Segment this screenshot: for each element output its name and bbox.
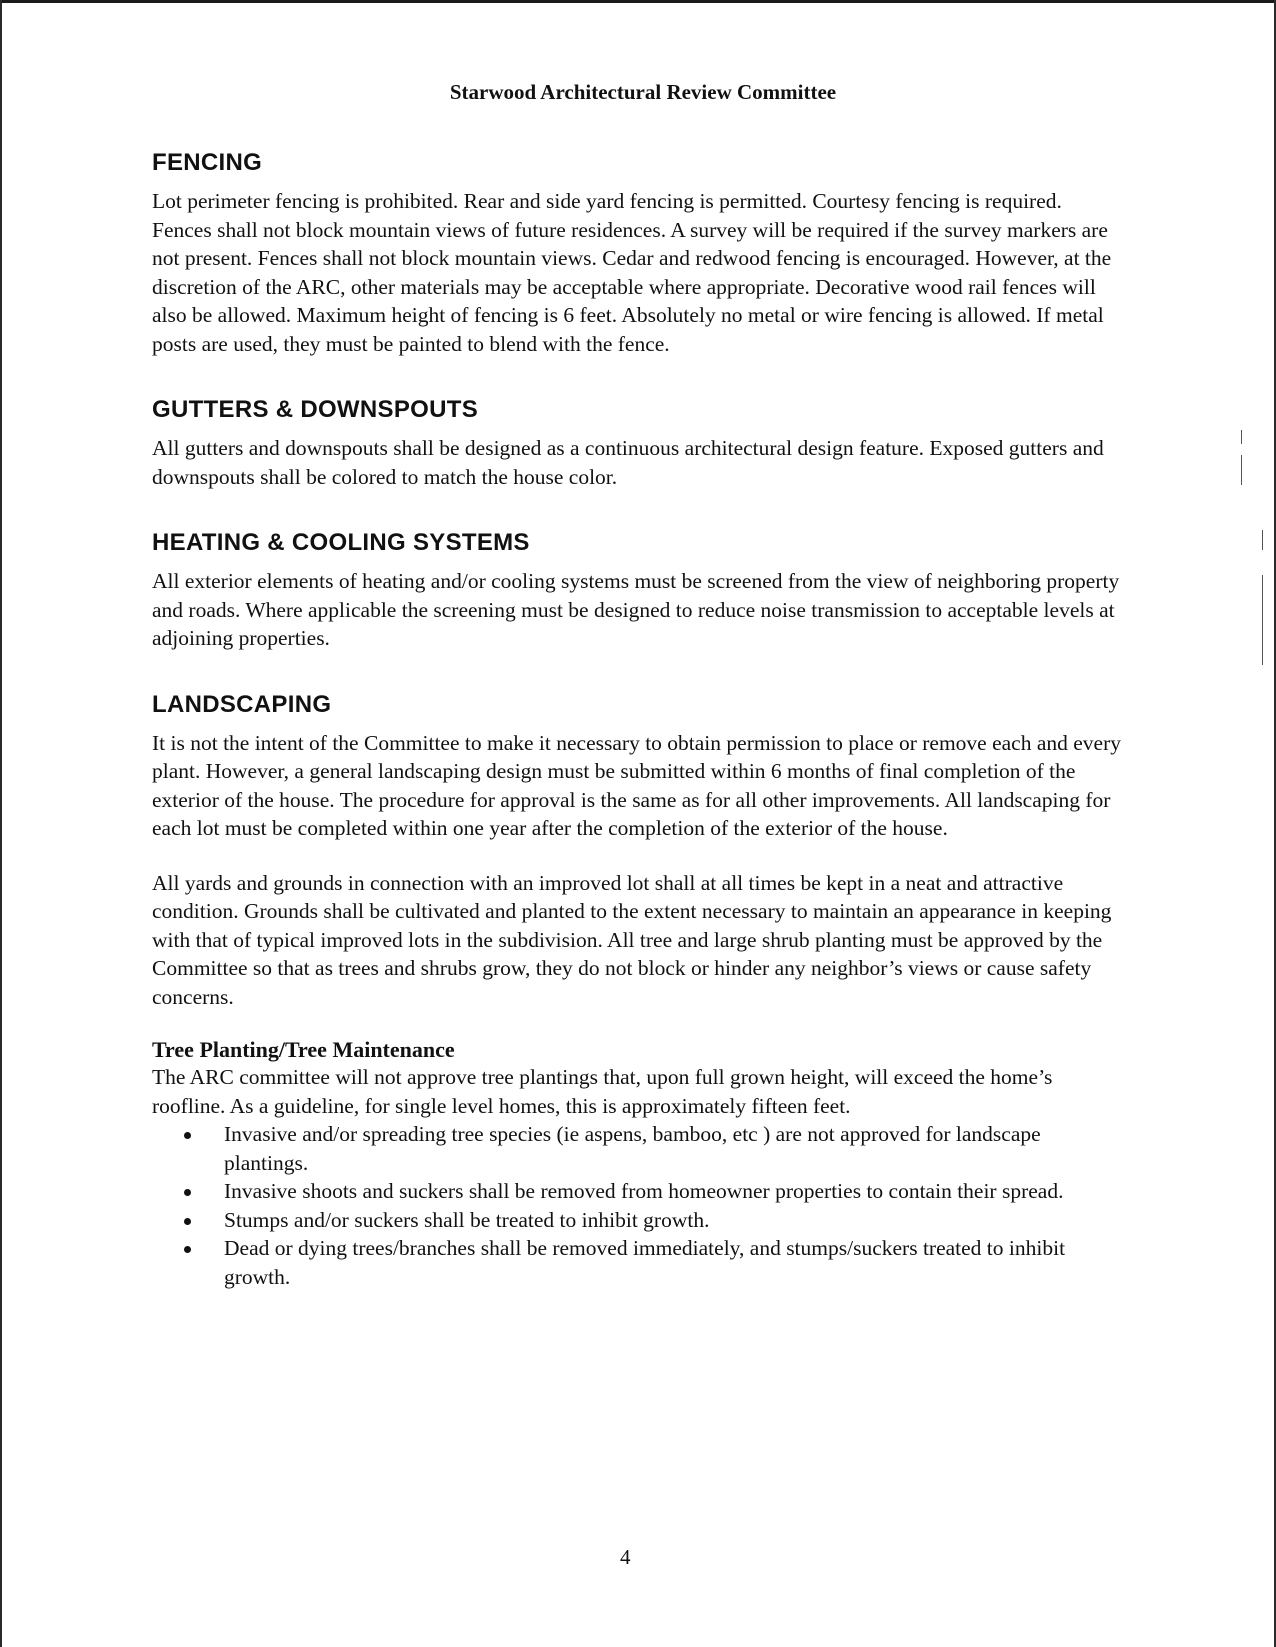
page-number: 4 xyxy=(620,1545,631,1569)
bullet-icon xyxy=(184,1189,191,1196)
document-page xyxy=(152,72,1122,1291)
section-title-fencing: FENCING xyxy=(152,149,263,176)
fencing-paragraph: Lot perimeter fencing is prohibited. Rear and side yard fencing is permitted. Courtesy fencing is required. Fences shall not block mountain views of future residences. A survey will be required if the survey markers are not present. Fences shall not block mountain views. Cedar and redwood fencing is encouraged. However, at the discretion of the ARC, other materials may be acceptable where appropriate. Decorative wood rail fences will also be allowed. Maximum height of fencing is 6 feet. Absolutely no metal or wire fencing is allowed. If metal posts are used, they must be painted to blend with the fence. xyxy=(152,189,1112,356)
subsection-title-tree-planting: Tree Planting/Tree Maintenance xyxy=(152,1037,455,1062)
list-item-text: Invasive and/or spreading tree species (ie aspens, bamboo, etc ) are not approved for landscape plantings. xyxy=(224,1122,1041,1175)
margin-mark xyxy=(1262,530,1263,550)
landscaping-paragraph-2: All yards and grounds in connection with an improved lot shall at all times be kept in a neat and attractive condition. Grounds shall be cultivated and planted to the extent necessary to maintain an appearance in keeping with that of typical improved lots in the subdivision. All tree and large shrub planting must be approved by the Committee so that as trees and shrubs grow, they do not block or hinder any neighbor’s views or cause safety concerns. xyxy=(152,870,1112,1009)
bullet-icon xyxy=(184,1132,191,1139)
tree-planting-intro: The ARC committee will not approve tree plantings that, upon full grown height, will exceed the home’s roofline. As a guideline, for single level homes, this is approximately fifteen feet. xyxy=(152,1065,1053,1118)
list-item-text: Stumps and/or suckers shall be treated to inhibit growth. xyxy=(224,1207,710,1232)
scan-border-left xyxy=(0,0,2,1647)
scan-border-top xyxy=(0,0,1276,3)
list-item-text: Dead or dying trees/branches shall be removed immediately, and stumps/suckers treated to inhibit growth. xyxy=(224,1236,1066,1289)
document-header: Starwood Architectural Review Committee xyxy=(449,80,837,104)
section-title-heating: HEATING & COOLING SYSTEMS xyxy=(152,529,530,556)
list-item-text: Invasive shoots and suckers shall be removed from homeowner properties to contain their spread. xyxy=(224,1179,1064,1203)
margin-mark xyxy=(1262,575,1263,665)
margin-mark xyxy=(1241,455,1242,485)
list-item xyxy=(152,1234,1122,1291)
list-item xyxy=(152,1177,1122,1206)
margin-mark xyxy=(1241,430,1242,444)
landscaping-paragraph-1: It is not the intent of the Committee to make it necessary to obtain permission to place or remove each and every plant. However, a general landscaping design must be submitted within 6 months of final completion of the exterior of the house. The procedure for approval is the same as for all other improvements. All landscaping for each lot must be completed within one year after the completion of the exterior of the house. xyxy=(152,730,1122,840)
list-item xyxy=(152,1206,1122,1235)
gutters-paragraph: All gutters and downspouts shall be designed as a continuous architectural design feature. Exposed gutters and downspouts shall be colored to match the house color. xyxy=(152,436,1104,489)
tree-planting-bullets xyxy=(152,1120,1122,1291)
bullet-icon xyxy=(184,1218,191,1225)
section-title-gutters: GUTTERS & DOWNSPOUTS xyxy=(152,396,479,423)
heating-paragraph: All exterior elements of heating and/or cooling systems must be screened from the view of neighboring property and roads. Where applicable the screening must be designed to reduce noise transmission to acceptable levels at adjoining properties. xyxy=(152,569,1120,650)
bullet-icon xyxy=(184,1246,191,1253)
section-title-landscaping: LANDSCAPING xyxy=(152,690,332,718)
list-item xyxy=(152,1120,1122,1177)
